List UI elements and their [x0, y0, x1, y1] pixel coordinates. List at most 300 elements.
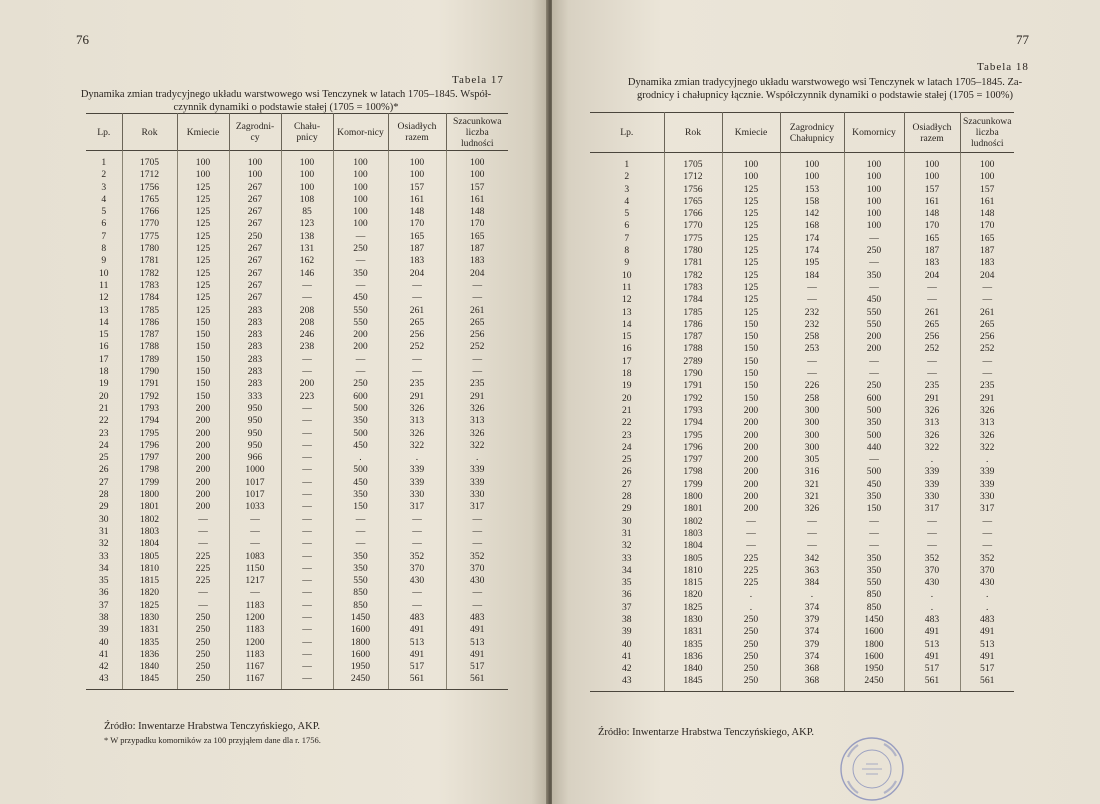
- column-header: Komor-nicy: [333, 114, 388, 151]
- table-cell: 258: [780, 393, 844, 405]
- table-cell: 350: [333, 489, 388, 501]
- table-cell: 2: [101, 169, 107, 181]
- table-cell: —: [388, 526, 446, 538]
- table-cell: 350: [333, 415, 388, 427]
- table-cell: 168: [780, 220, 844, 232]
- table-cell: 1183: [229, 600, 281, 612]
- column-header: Zagrodnicy Chałupnicy: [780, 113, 844, 153]
- table-cell: 1820: [122, 587, 177, 599]
- table-cell: 1835: [664, 639, 722, 651]
- table-cell: —: [281, 551, 333, 563]
- table-row: [590, 331, 1014, 343]
- table-cell: —: [281, 526, 333, 538]
- table-cell: 200: [722, 491, 780, 503]
- table-row: [590, 356, 1014, 368]
- table-cell: 370: [388, 563, 446, 575]
- table-cell: 321: [780, 479, 844, 491]
- table-row: [590, 651, 1014, 663]
- table-row: [590, 307, 1014, 319]
- column-header: Szacunkowa liczba ludności: [446, 114, 508, 151]
- table-cell: .: [960, 454, 1014, 466]
- table-cell: 100: [722, 153, 780, 172]
- table-cell: 313: [960, 417, 1014, 429]
- table-cell: 18: [98, 366, 109, 378]
- table-cell: 1795: [664, 430, 722, 442]
- table-cell: 1783: [122, 280, 177, 292]
- table-cell: 165: [446, 231, 508, 243]
- table-cell: 370: [960, 565, 1014, 577]
- table-cell: —: [960, 282, 1014, 294]
- table-cell: 317: [388, 501, 446, 513]
- caption-line: Dynamika zmian tradycyjnego układu warstwowego wsi Tenczynek w latach 1705–1845. Współ-: [80, 89, 492, 100]
- table-row: [590, 565, 1014, 577]
- table-cell: 36: [621, 589, 632, 601]
- table-cell: 100: [446, 169, 508, 181]
- table-cell: —: [960, 528, 1014, 540]
- table-cell: 1200: [229, 637, 281, 649]
- table-cell: 8: [101, 243, 107, 255]
- table-cell: —: [446, 280, 508, 292]
- table-cell: 29: [98, 501, 109, 513]
- table-cell: —: [904, 368, 960, 380]
- table-cell: 157: [904, 184, 960, 196]
- table-cell: 28: [621, 491, 632, 503]
- table-row: [86, 341, 508, 353]
- table-cell: —: [388, 514, 446, 526]
- table-cell: 374: [780, 651, 844, 663]
- table-cell: 125: [722, 245, 780, 257]
- table-cell: 123: [281, 218, 333, 230]
- table-cell: —: [844, 233, 904, 245]
- table-cell: 125: [177, 268, 229, 280]
- table-cell: 42: [98, 661, 109, 673]
- table-cell: 370: [446, 563, 508, 575]
- table-cell: 950: [229, 403, 281, 415]
- table-cell: 6: [101, 218, 107, 230]
- table-cell: 265: [904, 319, 960, 331]
- table-cell: 20: [98, 390, 109, 402]
- table-cell: 267: [229, 243, 281, 255]
- table-cell: —: [177, 587, 229, 599]
- table-cell: 500: [333, 428, 388, 440]
- table-cell: —: [388, 366, 446, 378]
- table-cell: —: [780, 294, 844, 306]
- table-cell: 232: [780, 307, 844, 319]
- table-cell: 100: [780, 153, 844, 172]
- table-cell: 1788: [122, 341, 177, 353]
- table-cell: 450: [333, 440, 388, 452]
- table-cell: 100: [780, 171, 844, 183]
- table-cell: —: [281, 354, 333, 366]
- table-cell: 11: [622, 281, 632, 293]
- table-cell: 1845: [664, 675, 722, 691]
- table-cell: 256: [446, 329, 508, 341]
- table-cell: 150: [177, 341, 229, 353]
- table-row: [590, 184, 1014, 196]
- table-cell: 1600: [333, 624, 388, 636]
- table-cell: 316: [780, 466, 844, 478]
- table-cell: 550: [844, 577, 904, 589]
- column-header: Szacunkowa liczba ludności: [960, 113, 1014, 153]
- table-cell: —: [388, 538, 446, 550]
- table-cell: 12: [98, 292, 109, 304]
- table-cell: 491: [388, 649, 446, 661]
- table-cell: 300: [780, 442, 844, 454]
- table-cell: 450: [844, 479, 904, 491]
- table-cell: 450: [844, 294, 904, 306]
- table-cell: 9: [101, 255, 107, 267]
- table-row: [86, 317, 508, 329]
- table-cell: 950: [229, 440, 281, 452]
- table-cell: 161: [388, 194, 446, 206]
- table-cell: 17: [98, 353, 109, 365]
- table-cell: 3: [624, 183, 630, 195]
- table-cell: 1805: [122, 551, 177, 563]
- table-cell: 174: [780, 233, 844, 245]
- table-cell: 250: [333, 378, 388, 390]
- table-row: [590, 466, 1014, 478]
- table-cell: 161: [960, 196, 1014, 208]
- table-cell: 22: [98, 415, 109, 427]
- table-cell: 250: [177, 624, 229, 636]
- table-cell: 100: [844, 220, 904, 232]
- table-cell: 326: [446, 428, 508, 440]
- table-row: [86, 612, 508, 624]
- table-label: Tabela 18: [977, 61, 1029, 73]
- table-cell: —: [281, 489, 333, 501]
- table-cell: 100: [333, 151, 388, 170]
- table-cell: 34: [621, 564, 632, 576]
- table-cell: 150: [177, 378, 229, 390]
- table-cell: 440: [844, 442, 904, 454]
- table-cell: 148: [904, 208, 960, 220]
- table-row: [590, 380, 1014, 392]
- table-cell: —: [281, 452, 333, 464]
- table-cell: 261: [388, 305, 446, 317]
- table-row: [86, 403, 508, 415]
- table-row: [590, 220, 1014, 232]
- table-cell: 161: [904, 196, 960, 208]
- table-cell: 252: [904, 343, 960, 355]
- table-cell: 267: [229, 218, 281, 230]
- table-row: [590, 528, 1014, 540]
- table-cell: 1600: [844, 626, 904, 638]
- table-cell: —: [177, 514, 229, 526]
- table-cell: 100: [388, 151, 446, 170]
- table-row: [590, 319, 1014, 331]
- table-cell: 283: [229, 366, 281, 378]
- table-cell: 187: [388, 243, 446, 255]
- table-cell: —: [281, 538, 333, 550]
- table-cell: 1798: [664, 466, 722, 478]
- table-cell: 11: [99, 279, 109, 291]
- table-cell: 27: [98, 476, 109, 488]
- table-cell: —: [446, 354, 508, 366]
- table-cell: 200: [722, 430, 780, 442]
- table-cell: 333: [229, 391, 281, 403]
- table-row: [590, 233, 1014, 245]
- table-cell: 1017: [229, 489, 281, 501]
- footnote: * W przypadku komorników za 100 przyjąłem dane dla r. 1756.: [104, 735, 321, 745]
- table-cell: 283: [229, 317, 281, 329]
- table-cell: 125: [722, 184, 780, 196]
- table-cell: 37: [98, 599, 109, 611]
- table-cell: 1766: [664, 208, 722, 220]
- table-cell: 35: [621, 577, 632, 589]
- table-cell: —: [281, 415, 333, 427]
- table-cell: 1756: [122, 182, 177, 194]
- table-cell: 1712: [664, 171, 722, 183]
- table-row: [590, 503, 1014, 515]
- table-cell: 1765: [664, 196, 722, 208]
- table-cell: 283: [229, 341, 281, 353]
- table-cell: —: [446, 366, 508, 378]
- table-cell: —: [904, 528, 960, 540]
- table-cell: 1150: [229, 563, 281, 575]
- table-cell: 250: [722, 663, 780, 675]
- table-cell: 317: [446, 501, 508, 513]
- table-cell: 158: [780, 196, 844, 208]
- table-cell: 150: [177, 329, 229, 341]
- table-cell: 27: [621, 478, 632, 490]
- table-cell: —: [780, 368, 844, 380]
- table-cell: 1820: [664, 589, 722, 601]
- table-cell: —: [229, 587, 281, 599]
- table-cell: 267: [229, 255, 281, 267]
- table-cell: 204: [960, 270, 1014, 282]
- table-cell: 8: [624, 245, 630, 257]
- table-cell: 25: [621, 454, 632, 466]
- table-cell: 148: [446, 206, 508, 218]
- page-number: 76: [76, 32, 89, 47]
- table-cell: 100: [722, 171, 780, 183]
- table-cell: 1815: [664, 577, 722, 589]
- table-cell: 1780: [664, 245, 722, 257]
- table-cell: 157: [388, 182, 446, 194]
- table-cell: 300: [780, 417, 844, 429]
- table-cell: 250: [177, 649, 229, 661]
- table-cell: 368: [780, 663, 844, 675]
- table-cell: 200: [177, 501, 229, 513]
- table-cell: 100: [960, 171, 1014, 183]
- table-cell: —: [844, 540, 904, 552]
- table-cell: 313: [904, 417, 960, 429]
- table-cell: 187: [446, 243, 508, 255]
- column-header: Chału-pnicy: [281, 114, 333, 151]
- table-cell: —: [388, 600, 446, 612]
- table-cell: 125: [177, 292, 229, 304]
- table-cell: 21: [621, 404, 632, 416]
- table-cell: 24: [98, 439, 109, 451]
- table-cell: 1766: [122, 206, 177, 218]
- table-cell: 339: [960, 466, 1014, 478]
- table-cell: 200: [281, 378, 333, 390]
- table-cell: 300: [780, 430, 844, 442]
- table-cell: 14: [98, 316, 109, 328]
- table-cell: 1801: [664, 503, 722, 515]
- table-row: [590, 491, 1014, 503]
- table-cell: 517: [446, 661, 508, 673]
- caption-line: grodnicy i chałupnicy łącznie. Współczynnik dynamiki o podstawie stałej (1705 = 100%): [636, 90, 1014, 101]
- table-cell: 125: [177, 218, 229, 230]
- table-cell: 1802: [122, 514, 177, 526]
- table-cell: 100: [333, 182, 388, 194]
- table-cell: 165: [904, 233, 960, 245]
- table-cell: 1784: [122, 292, 177, 304]
- table-cell: 31: [98, 525, 109, 537]
- table-cell: —: [388, 587, 446, 599]
- table-cell: 850: [844, 589, 904, 601]
- table-cell: 150: [722, 393, 780, 405]
- table-cell: —: [281, 514, 333, 526]
- table-cell: 174: [780, 245, 844, 257]
- table-cell: 550: [333, 575, 388, 587]
- table-row: [86, 514, 508, 526]
- table-cell: —: [446, 514, 508, 526]
- table-cell: 1796: [122, 440, 177, 452]
- table-cell: 150: [722, 331, 780, 343]
- table-cell: —: [281, 501, 333, 513]
- table-cell: 483: [446, 612, 508, 624]
- table-cell: 100: [446, 151, 508, 170]
- table-cell: 24: [621, 441, 632, 453]
- table-cell: 125: [177, 182, 229, 194]
- table-row: [590, 540, 1014, 552]
- table-cell: 20: [621, 392, 632, 404]
- table-cell: —: [281, 280, 333, 292]
- table-cell: 330: [388, 489, 446, 501]
- table-cell: 100: [281, 169, 333, 181]
- table-cell: 339: [904, 479, 960, 491]
- column-header: Osiadłych razem: [388, 114, 446, 151]
- table-row: [86, 428, 508, 440]
- table-cell: 253: [780, 343, 844, 355]
- table-cell: 352: [960, 553, 1014, 565]
- table-cell: —: [446, 538, 508, 550]
- table-cell: .: [960, 602, 1014, 614]
- table-cell: —: [281, 477, 333, 489]
- table-row: [86, 151, 508, 170]
- table-cell: 235: [904, 380, 960, 392]
- table-row: [86, 391, 508, 403]
- table-row: [590, 614, 1014, 626]
- table-cell: 368: [780, 675, 844, 691]
- table-row: [86, 624, 508, 636]
- table-cell: 491: [904, 651, 960, 663]
- table-cell: 1803: [664, 528, 722, 540]
- table-cell: 430: [960, 577, 1014, 589]
- table-cell: 125: [722, 208, 780, 220]
- table-row: [590, 343, 1014, 355]
- table-cell: 138: [281, 231, 333, 243]
- table-cell: 483: [388, 612, 446, 624]
- table-cell: 6: [624, 220, 630, 232]
- table-cell: 265: [446, 317, 508, 329]
- table-cell: 7: [624, 232, 630, 244]
- table-cell: 1780: [122, 243, 177, 255]
- table-cell: 32: [98, 538, 109, 550]
- table-row: [590, 282, 1014, 294]
- table-cell: 150: [722, 380, 780, 392]
- table-cell: 1800: [664, 491, 722, 503]
- table-cell: 339: [960, 479, 1014, 491]
- table-cell: 200: [333, 341, 388, 353]
- table-cell: 1705: [664, 153, 722, 172]
- table-cell: 283: [229, 329, 281, 341]
- table-cell: 491: [446, 624, 508, 636]
- table-cell: 200: [177, 452, 229, 464]
- table-cell: 256: [388, 329, 446, 341]
- table-cell: —: [333, 255, 388, 267]
- table-cell: —: [960, 368, 1014, 380]
- table-caption: [40, 88, 532, 114]
- table-cell: —: [446, 587, 508, 599]
- table-cell: 125: [722, 307, 780, 319]
- table-cell: —: [281, 587, 333, 599]
- table-cell: 225: [722, 565, 780, 577]
- table-cell: 350: [844, 417, 904, 429]
- table-cell: 200: [177, 440, 229, 452]
- table-cell: 252: [446, 341, 508, 353]
- table-row: [590, 602, 1014, 614]
- table-cell: 500: [333, 464, 388, 476]
- table-cell: 950: [229, 428, 281, 440]
- table-cell: 291: [960, 393, 1014, 405]
- table-cell: 12: [621, 294, 632, 306]
- table-cell: 1083: [229, 551, 281, 563]
- table-cell: 339: [446, 464, 508, 476]
- table-cell: 223: [281, 391, 333, 403]
- table-row: [590, 208, 1014, 220]
- table-cell: 34: [98, 562, 109, 574]
- table-cell: —: [281, 673, 333, 689]
- table-row: [86, 243, 508, 255]
- table-cell: 1950: [844, 663, 904, 675]
- table-cell: 550: [844, 307, 904, 319]
- table-cell: 267: [229, 292, 281, 304]
- table-cell: 5: [101, 206, 107, 218]
- table-cell: 125: [177, 305, 229, 317]
- table-cell: 267: [229, 194, 281, 206]
- table-row: [86, 489, 508, 501]
- table-row: [590, 417, 1014, 429]
- table-cell: 208: [281, 305, 333, 317]
- table-cell: 1840: [122, 661, 177, 673]
- table-cell: 232: [780, 319, 844, 331]
- table-cell: 322: [388, 440, 446, 452]
- table-cell: 42: [621, 663, 632, 675]
- table-cell: 374: [780, 602, 844, 614]
- table-cell: 322: [904, 442, 960, 454]
- table-cell: 1831: [122, 624, 177, 636]
- table-cell: 1712: [122, 169, 177, 181]
- table-cell: 326: [904, 405, 960, 417]
- caption-line: Dynamika zmian tradycyjnego układu warstwowego wsi Tenczynek w latach 1705–1845. Za-: [627, 77, 1023, 88]
- table-cell: —: [281, 428, 333, 440]
- table-cell: 125: [722, 233, 780, 245]
- table-cell: 261: [904, 307, 960, 319]
- table-cell: 1815: [122, 575, 177, 587]
- right-page: [552, 0, 1100, 804]
- table-cell: 250: [722, 614, 780, 626]
- table-cell: 1765: [122, 194, 177, 206]
- table-cell: 1797: [664, 454, 722, 466]
- table-cell: —: [281, 661, 333, 673]
- column-header: Komornicy: [844, 113, 904, 153]
- table-cell: .: [722, 602, 780, 614]
- table-cell: 1835: [122, 637, 177, 649]
- table-cell: 200: [177, 464, 229, 476]
